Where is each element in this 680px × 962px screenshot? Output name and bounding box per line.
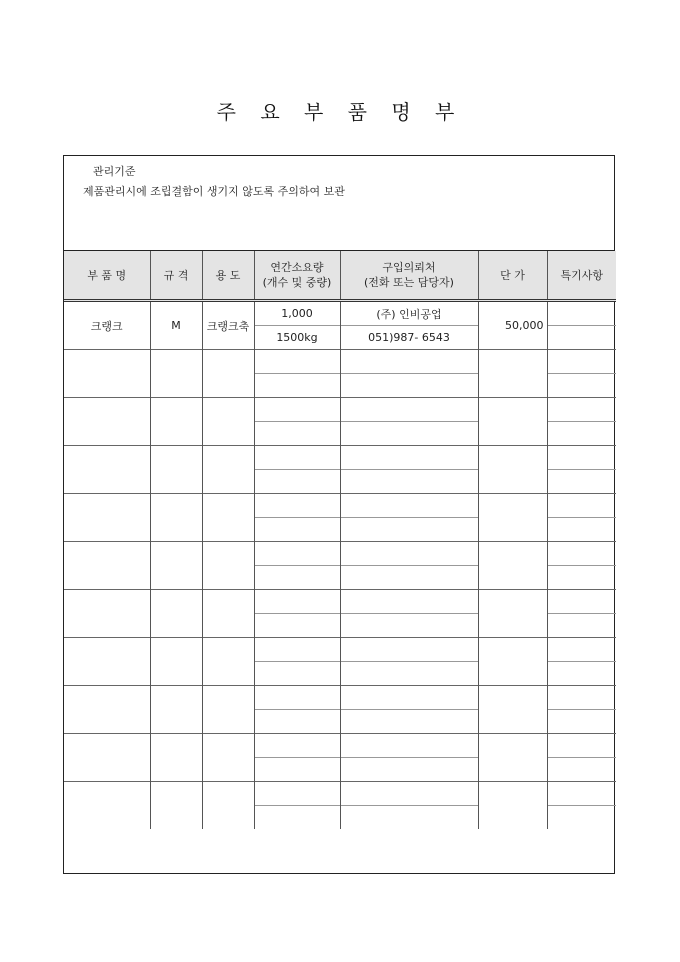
table-row xyxy=(64,494,616,518)
cell-qty-count xyxy=(254,350,340,374)
cell-qty-weight xyxy=(254,806,340,830)
cell-remarks-top xyxy=(547,734,616,758)
cell-qty-weight xyxy=(254,710,340,734)
cell-remarks-bottom xyxy=(547,662,616,686)
page-title: 주 요 부 품 명 부 xyxy=(216,100,464,124)
table-row xyxy=(64,638,616,662)
cell-qty-weight: 1500kg xyxy=(254,326,340,350)
cell-unit-price xyxy=(478,590,547,638)
cell-remarks-top xyxy=(547,686,616,710)
cell-remarks-bottom xyxy=(547,422,616,446)
cell-part-name xyxy=(64,686,150,734)
cell-usage xyxy=(202,734,254,782)
header-part-name: 부 품 명 xyxy=(64,251,150,301)
header-annual-qty-line2: (개수 및 중량) xyxy=(262,276,332,289)
cell-remarks-top xyxy=(547,638,616,662)
cell-part-name: 크랭크 xyxy=(64,301,150,350)
header-annual-qty xyxy=(254,251,340,301)
cell-unit-price xyxy=(478,494,547,542)
document-frame xyxy=(63,155,615,874)
cell-remarks-bottom xyxy=(547,614,616,638)
cell-remarks-bottom xyxy=(547,806,616,830)
cell-phone xyxy=(340,422,478,446)
cell-spec xyxy=(150,782,202,830)
cell-usage xyxy=(202,542,254,590)
cell-phone xyxy=(340,374,478,398)
cell-spec xyxy=(150,398,202,446)
cell-qty-count xyxy=(254,398,340,422)
cell-usage xyxy=(202,590,254,638)
cell-supplier xyxy=(340,590,478,614)
cell-supplier xyxy=(340,350,478,374)
cell-usage xyxy=(202,446,254,494)
cell-unit-price xyxy=(478,686,547,734)
cell-qty-weight xyxy=(254,758,340,782)
cell-qty-count xyxy=(254,446,340,470)
table-row xyxy=(64,734,616,758)
cell-remarks-bottom xyxy=(547,326,616,350)
cell-supplier xyxy=(340,782,478,806)
management-criteria-box xyxy=(64,156,614,251)
table-row xyxy=(64,301,616,326)
cell-phone xyxy=(340,614,478,638)
cell-remarks-top xyxy=(547,398,616,422)
cell-remarks-bottom xyxy=(547,566,616,590)
cell-qty-weight xyxy=(254,614,340,638)
cell-usage xyxy=(202,686,254,734)
cell-usage: 크랭크축 xyxy=(202,301,254,350)
cell-part-name xyxy=(64,494,150,542)
cell-unit-price: 50,000 xyxy=(478,301,547,350)
cell-unit-price xyxy=(478,446,547,494)
criteria-label: 관리기준 xyxy=(93,165,136,178)
cell-usage xyxy=(202,638,254,686)
cell-spec xyxy=(150,542,202,590)
cell-supplier xyxy=(340,446,478,470)
table-header-row xyxy=(64,251,616,301)
cell-remarks-top xyxy=(547,350,616,374)
table-row xyxy=(64,686,616,710)
table-row xyxy=(64,350,616,374)
cell-phone xyxy=(340,662,478,686)
cell-part-name xyxy=(64,350,150,398)
cell-phone: 051)987- 6543 xyxy=(340,326,478,350)
criteria-text: 제품관리시에 조립결함이 생기지 않도록 주의하여 보관 xyxy=(83,185,345,198)
cell-part-name xyxy=(64,638,150,686)
cell-remarks-bottom xyxy=(547,470,616,494)
cell-spec: M xyxy=(150,301,202,350)
cell-remarks-top xyxy=(547,542,616,566)
cell-part-name xyxy=(64,590,150,638)
cell-remarks-top xyxy=(547,590,616,614)
cell-unit-price xyxy=(478,398,547,446)
cell-unit-price xyxy=(478,734,547,782)
cell-remarks-top xyxy=(547,301,616,326)
cell-unit-price xyxy=(478,350,547,398)
cell-phone xyxy=(340,758,478,782)
cell-qty-weight xyxy=(254,662,340,686)
cell-qty-weight xyxy=(254,422,340,446)
cell-qty-weight xyxy=(254,374,340,398)
cell-spec xyxy=(150,590,202,638)
cell-spec xyxy=(150,686,202,734)
cell-unit-price xyxy=(478,542,547,590)
cell-qty-count xyxy=(254,494,340,518)
cell-part-name xyxy=(64,446,150,494)
cell-spec xyxy=(150,350,202,398)
header-annual-qty-line1: 연간소요량 xyxy=(270,261,324,274)
cell-remarks-top xyxy=(547,782,616,806)
cell-unit-price xyxy=(478,638,547,686)
cell-qty-count xyxy=(254,686,340,710)
cell-spec xyxy=(150,638,202,686)
header-purchase xyxy=(340,251,478,301)
table-row xyxy=(64,398,616,422)
cell-qty-weight xyxy=(254,566,340,590)
cell-qty-count xyxy=(254,542,340,566)
cell-remarks-bottom xyxy=(547,374,616,398)
header-spec: 규 격 xyxy=(150,251,202,301)
cell-qty-count xyxy=(254,638,340,662)
cell-remarks-top xyxy=(547,494,616,518)
cell-phone xyxy=(340,518,478,542)
header-purchase-line2: (전화 또는 담당자) xyxy=(364,276,454,289)
cell-qty-count xyxy=(254,734,340,758)
cell-spec xyxy=(150,494,202,542)
header-unit-price: 단 가 xyxy=(478,251,547,301)
cell-spec xyxy=(150,446,202,494)
table-row xyxy=(64,446,616,470)
cell-qty-count: 1,000 xyxy=(254,301,340,326)
cell-remarks-bottom xyxy=(547,518,616,542)
cell-qty-weight xyxy=(254,518,340,542)
cell-part-name xyxy=(64,398,150,446)
cell-phone xyxy=(340,566,478,590)
header-remarks: 특기사항 xyxy=(547,251,616,301)
cell-part-name xyxy=(64,782,150,830)
table-row xyxy=(64,542,616,566)
cell-qty-count xyxy=(254,782,340,806)
cell-qty-weight xyxy=(254,470,340,494)
table-row xyxy=(64,590,616,614)
cell-unit-price xyxy=(478,782,547,830)
cell-usage xyxy=(202,494,254,542)
cell-phone xyxy=(340,806,478,830)
cell-supplier xyxy=(340,398,478,422)
cell-phone xyxy=(340,710,478,734)
cell-supplier xyxy=(340,494,478,518)
cell-spec xyxy=(150,734,202,782)
cell-usage xyxy=(202,398,254,446)
cell-phone xyxy=(340,470,478,494)
cell-part-name xyxy=(64,734,150,782)
cell-supplier: (주) 인비공업 xyxy=(340,301,478,326)
cell-remarks-bottom xyxy=(547,710,616,734)
cell-supplier xyxy=(340,734,478,758)
parts-table xyxy=(64,251,616,829)
cell-remarks-bottom xyxy=(547,758,616,782)
cell-usage xyxy=(202,350,254,398)
cell-supplier xyxy=(340,686,478,710)
header-purchase-line1: 구입의뢰처 xyxy=(382,261,436,274)
cell-supplier xyxy=(340,638,478,662)
cell-part-name xyxy=(64,542,150,590)
header-usage: 용 도 xyxy=(202,251,254,301)
cell-usage xyxy=(202,782,254,830)
cell-qty-count xyxy=(254,590,340,614)
cell-remarks-top xyxy=(547,446,616,470)
table-row xyxy=(64,782,616,806)
cell-supplier xyxy=(340,542,478,566)
